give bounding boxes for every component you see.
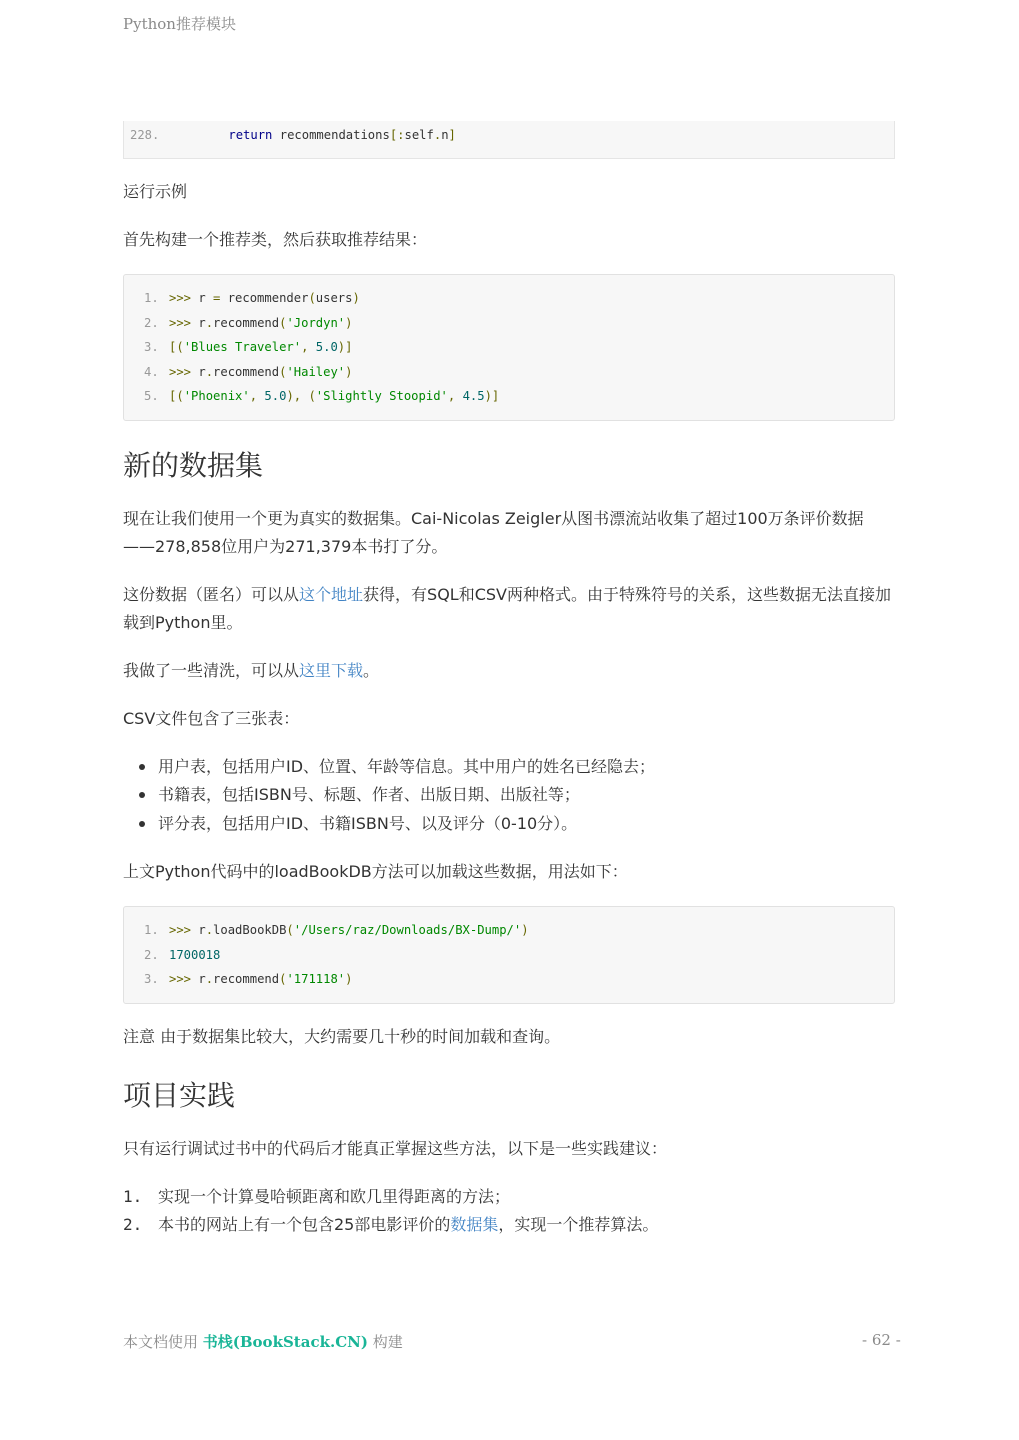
code-line: 2. 1700018 [144, 947, 221, 962]
code-line: 1. >>> r.loadBookDB('/Users/raz/Downloads/BX-Dump/') [144, 923, 529, 937]
note-paragraph: 注意 由于数据集比较大，大约需要几十秒的时间加载和查询。 [123, 1026, 561, 1046]
code-line: 3. [('Blues Traveler', 5.0)] [144, 340, 353, 354]
paragraph: 这份数据（匿名）可以从这个地址获得，有SQL和CSV两种格式。由于特殊符号的关系，这些数据无法直接加载到Python里。 [123, 584, 891, 632]
list-item: 评分表，包括用户ID、书籍ISBN号、以及评分（0-10分）。 [123, 810, 895, 839]
page-number: - 62 - [862, 1331, 901, 1349]
table-list [123, 753, 895, 839]
bookstack-link[interactable]: 书栈(BookStack.CN) [202, 1333, 368, 1351]
code-line: 228. return recommendations[:self.n] [130, 123, 894, 148]
code-line: 3. >>> r.recommend('171118') [144, 972, 353, 986]
download-here-link[interactable]: 这里下载 [299, 660, 364, 680]
run-example-heading: 运行示例 [123, 182, 188, 201]
list-item: 2. 本书的网站上有一个包含25部电影评价的数据集，实现一个推荐算法。 [123, 1215, 659, 1234]
code-block-recommend [123, 274, 895, 421]
bullet-icon [139, 792, 145, 798]
page-content [123, 121, 895, 1240]
line-number: 228. [130, 128, 160, 142]
list-item: 1. 实现一个计算曼哈顿距离和欧几里得距离的方法； [123, 1186, 511, 1206]
paragraph: 我做了一些清洗，可以从这里下载。 [123, 660, 380, 680]
paragraph: CSV文件包含了三张表： [123, 708, 300, 728]
code-block-tail [123, 121, 895, 159]
code-line: 2. >>> r.recommend('Jordyn') [144, 315, 353, 330]
code-block-loadbookdb [123, 906, 895, 1004]
dataset-address-link[interactable]: 这个地址 [299, 584, 364, 604]
list-item: 书籍表，包括ISBN号、标题、作者、出版日期、出版社等； [123, 781, 895, 810]
dataset-link[interactable]: 数据集 [450, 1215, 499, 1234]
section-title-new-dataset: 新的数据集 [123, 448, 264, 482]
page-header-title: Python推荐模块 [123, 15, 236, 33]
section-title-project-practice: 项目实践 [123, 1078, 236, 1112]
code-line: 1. >>> r = recommender(users) [144, 291, 360, 305]
run-example-intro: 首先构建一个推荐类，然后获取推荐结果： [123, 230, 428, 249]
paragraph: 现在让我们使用一个更为真实的数据集。Cai-Nicolas Zeigler从图书漂流站收集了超过100万条评价数据——278,858位用户为271,379本书打了分。 [123, 508, 864, 556]
footer-credit: 本文档使用 书栈(BookStack.CN) 构建 [123, 1333, 403, 1351]
list-item: 用户表，包括用户ID、位置、年龄等信息。其中用户的姓名已经隐去； [123, 753, 895, 782]
code-line: 4. >>> r.recommend('Hailey') [144, 364, 353, 379]
paragraph: 上文Python代码中的loadBookDB方法可以加载这些数据，用法如下： [123, 862, 628, 881]
bullet-icon [139, 821, 145, 827]
code-line: 5. [('Phoenix', 5.0), ('Slightly Stoopid', 4.5)] [144, 389, 500, 403]
bullet-icon [139, 764, 145, 770]
practice-list [123, 1183, 895, 1240]
paragraph: 只有运行调试过书中的代码后才能真正掌握这些方法，以下是一些实践建议： [123, 1138, 668, 1158]
